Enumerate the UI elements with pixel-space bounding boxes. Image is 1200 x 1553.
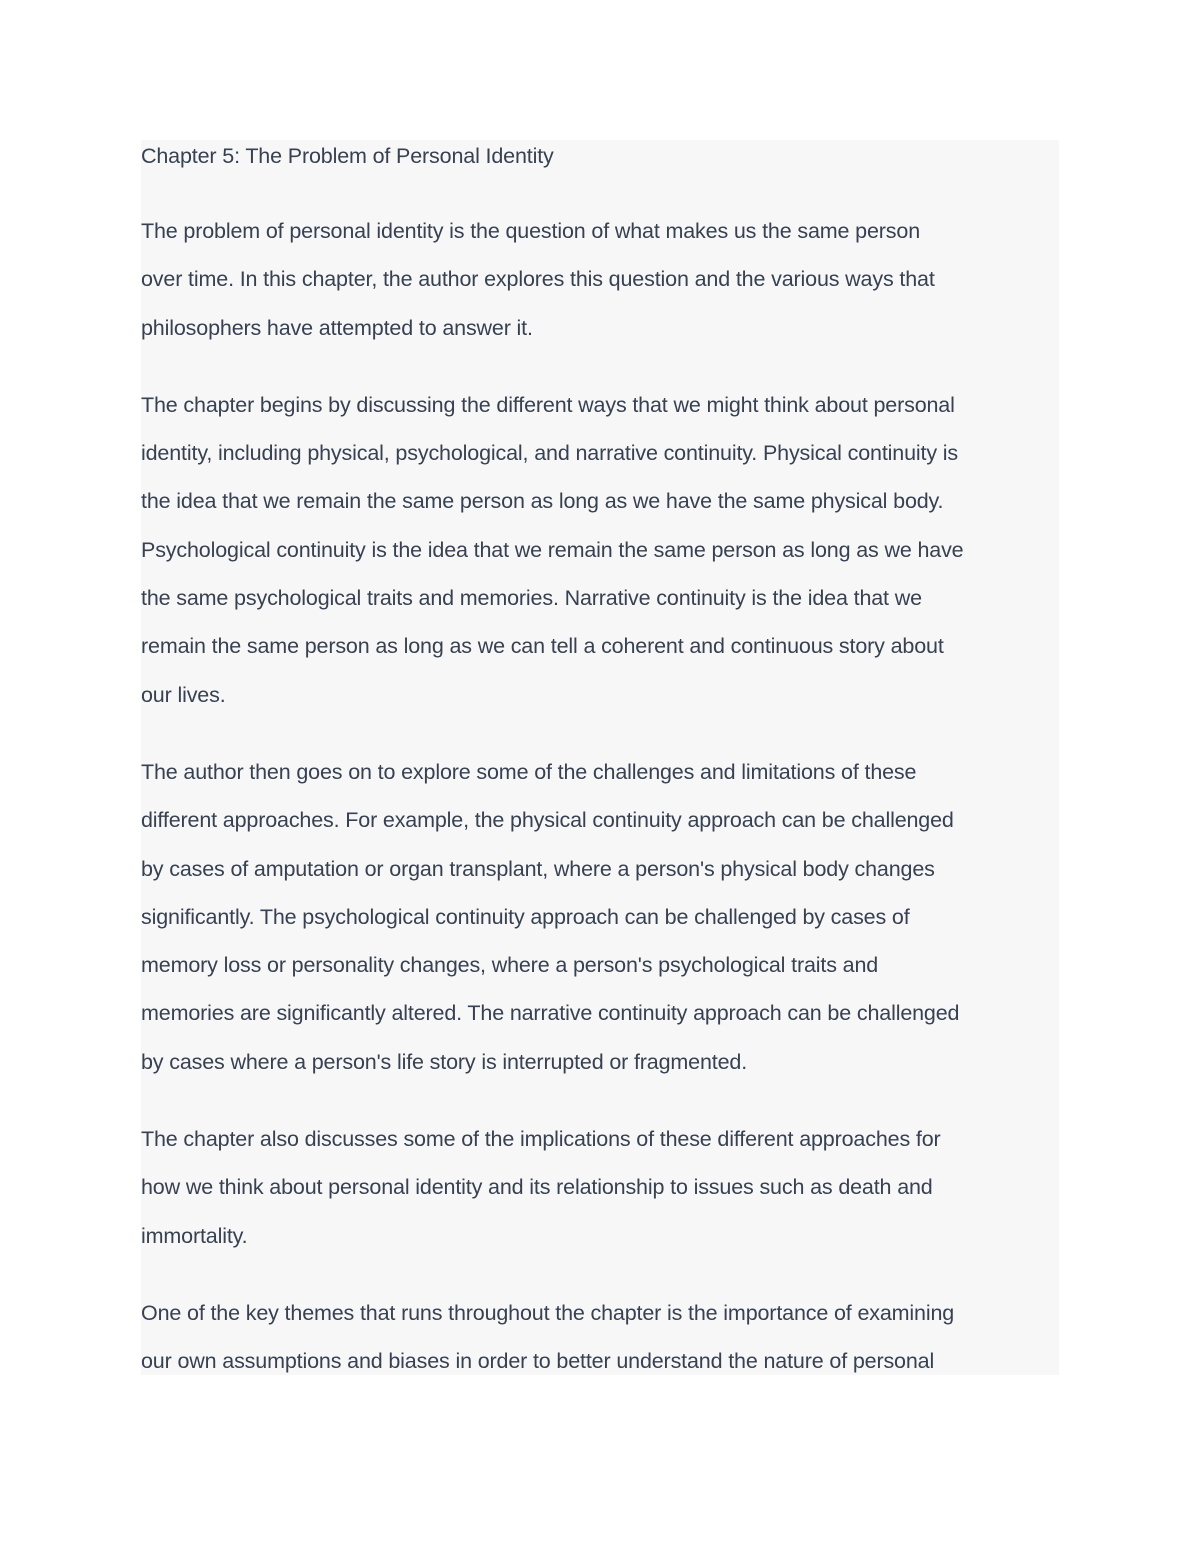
paragraph-line: by cases of amputation or organ transplant, where a person's physical body changes bbox=[141, 856, 935, 881]
paragraph-1 bbox=[141, 216, 1059, 361]
paragraph-line: The chapter begins by discussing the different ways that we might think about personal bbox=[141, 392, 955, 417]
paragraph-2 bbox=[141, 390, 1059, 728]
text-content bbox=[141, 140, 1059, 1375]
text-block bbox=[141, 140, 1059, 1375]
paragraph-line: different approaches. For example, the physical continuity approach can be challenged bbox=[141, 808, 954, 833]
paragraph-line: our lives. bbox=[141, 682, 226, 707]
chapter-heading: Chapter 5: The Problem of Personal Identity bbox=[141, 144, 554, 168]
paragraph-line: how we think about personal identity and its relationship to issues such as death and bbox=[141, 1175, 933, 1200]
paragraph-line: our own assumptions and biases in order to better understand the nature of personal bbox=[141, 1349, 935, 1374]
paragraph-5 bbox=[141, 1298, 1059, 1375]
paragraph-line: by cases where a person's life story is interrupted or fragmented. bbox=[141, 1049, 748, 1074]
paragraph-4 bbox=[141, 1124, 1059, 1269]
paragraph-line: The problem of personal identity is the question of what makes us the same person bbox=[141, 219, 921, 243]
paragraph-line: The chapter also discusses some of the implications of these different approaches for bbox=[141, 1127, 941, 1152]
paragraph-line: identity, including physical, psychological, and narrative continuity. Physical continuity is bbox=[141, 441, 959, 466]
paragraph-line: Psychological continuity is the idea that we remain the same person as long as we have bbox=[141, 537, 964, 562]
paragraph-line: memory loss or personality changes, where a person's psychological traits and bbox=[141, 953, 879, 978]
paragraph-line: over time. In this chapter, the author explores this question and the various ways that bbox=[141, 267, 935, 292]
paragraph-line: the idea that we remain the same person as long as we have the same physical body. bbox=[141, 489, 944, 514]
paragraph-line: the same psychological traits and memories. Narrative continuity is the idea that we bbox=[141, 586, 922, 611]
paragraph-3 bbox=[141, 757, 1059, 1095]
paragraph-line: philosophers have attempted to answer it. bbox=[141, 315, 533, 340]
paragraph-line: remain the same person as long as we can tell a coherent and continuous story about bbox=[141, 634, 944, 659]
paragraph-line: memories are significantly altered. The narrative continuity approach can be challenged bbox=[141, 1001, 960, 1026]
paragraph-line: The author then goes on to explore some of the challenges and limitations of these bbox=[141, 759, 917, 784]
paragraph-line: significantly. The psychological continuity approach can be challenged by cases of bbox=[141, 904, 910, 929]
paragraph-line: One of the key themes that runs throughout the chapter is the importance of examining bbox=[141, 1300, 955, 1325]
paragraph-line: immortality. bbox=[141, 1223, 248, 1248]
